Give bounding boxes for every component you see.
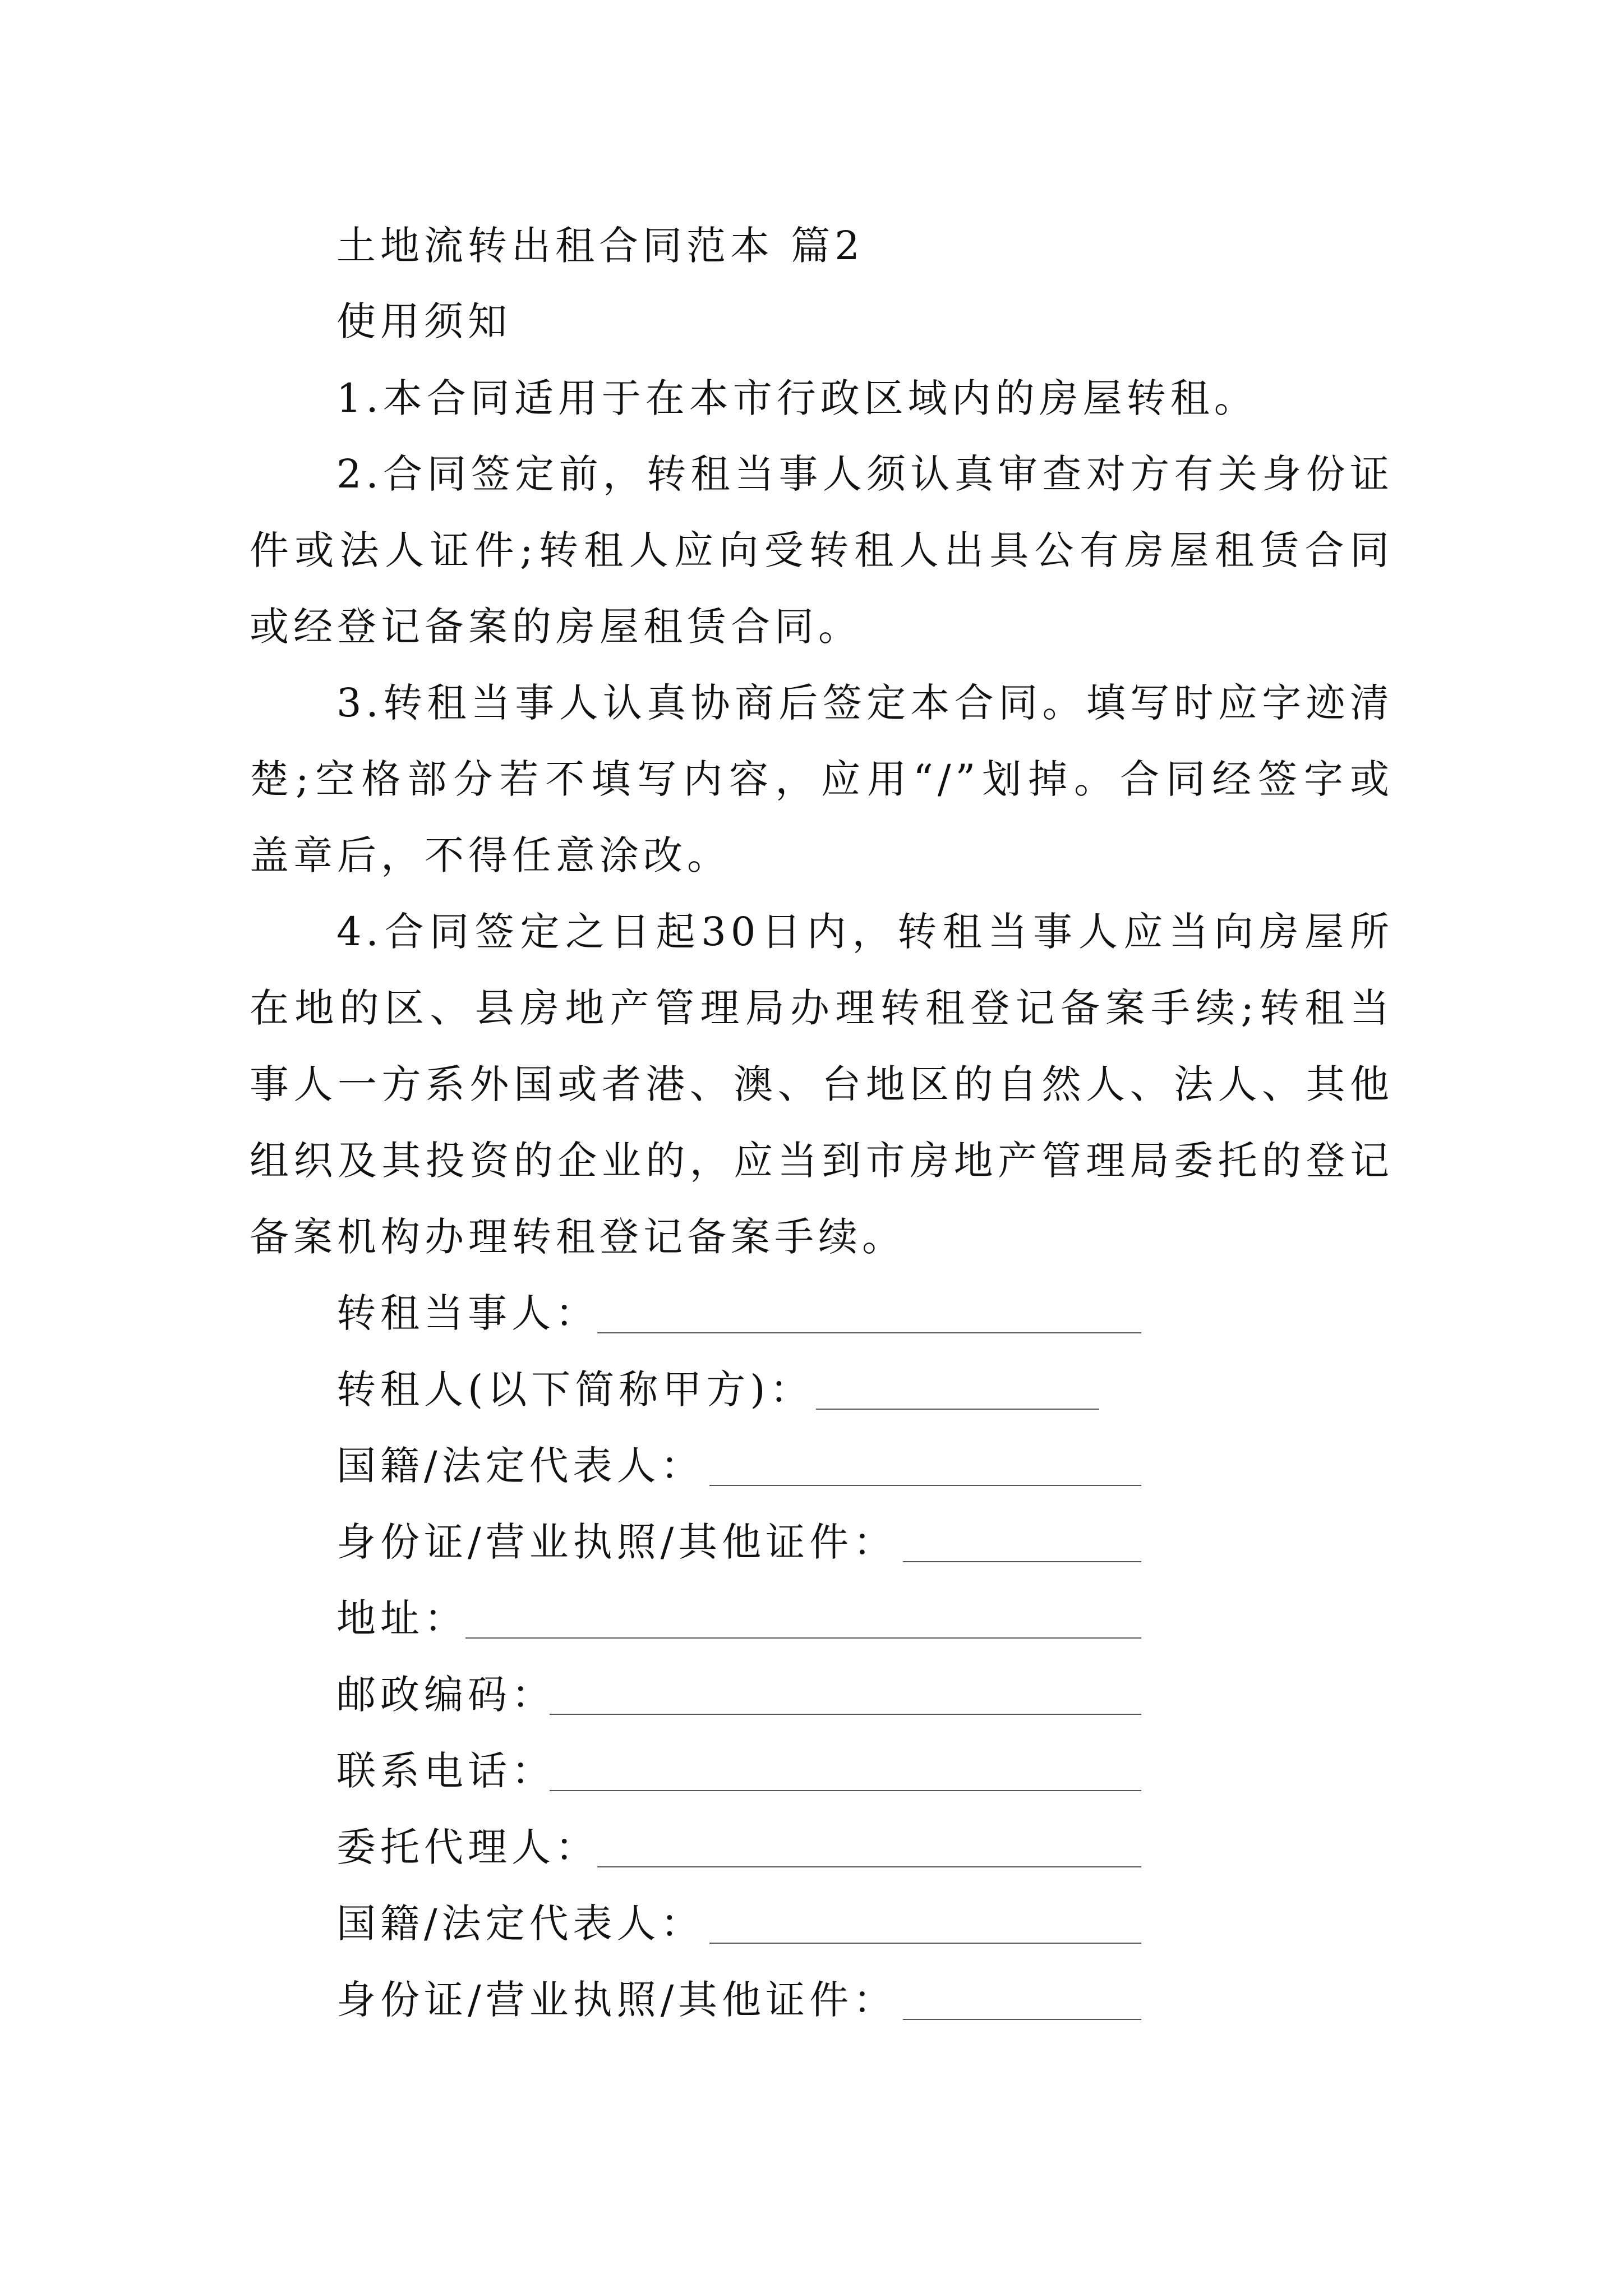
field-agent-blank[interactable] bbox=[597, 1866, 1141, 1867]
field-id-document-blank-1[interactable] bbox=[903, 1561, 1141, 1562]
field-nationality-label-2: 国籍/法定代表人： bbox=[336, 1901, 704, 1947]
paragraph-4-line-1: 4.合同签定之日起30日内，转租当事人应当向房屋所 bbox=[336, 909, 1394, 955]
paragraph-2-line-2: 件或法人证件;转租人应向受转租人出具公有房屋租赁合同 bbox=[250, 527, 1394, 573]
field-nationality-label-1: 国籍/法定代表人： bbox=[336, 1443, 704, 1489]
field-phone-label: 联系电话： bbox=[336, 1748, 555, 1794]
notice-heading: 使用须知 bbox=[336, 298, 511, 344]
paragraph-3-line-1: 3.转租当事人认真协商后签定本合同。填写时应字迹清 bbox=[336, 680, 1394, 726]
document-title: 土地流转出租合同范本 篇2 bbox=[336, 223, 864, 269]
paragraph-4-line-2: 在地的区、县房地产管理局办理转租登记备案手续;转租当 bbox=[250, 985, 1394, 1031]
field-id-document-blank-2[interactable] bbox=[903, 2019, 1141, 2020]
paragraph-4-line-5: 备案机构办理转租登记备案手续。 bbox=[250, 1214, 906, 1260]
field-sublessor-blank[interactable] bbox=[816, 1409, 1099, 1410]
field-phone-blank[interactable] bbox=[550, 1790, 1141, 1791]
paragraph-2-line-1: 2.合同签定前，转租当事人须认真审查对方有关身份证 bbox=[336, 451, 1394, 497]
field-sublessor-label: 转租人(以下简称甲方)： bbox=[336, 1366, 814, 1412]
paragraph-1-line-1: 1.本合同适用于在本市行政区域内的房屋转租。 bbox=[336, 375, 1258, 421]
field-id-document-label-2: 身份证/营业执照/其他证件： bbox=[336, 1977, 897, 2023]
paragraph-3-line-2: 楚;空格部分若不填写内容，应用“/”划掉。合同经签字或 bbox=[250, 756, 1394, 802]
field-subtenancy-party-blank[interactable] bbox=[597, 1332, 1141, 1333]
field-nationality-blank-1[interactable] bbox=[709, 1485, 1141, 1486]
field-agent-label: 委托代理人： bbox=[336, 1824, 599, 1870]
paragraph-4-line-4: 组织及其投资的企业的，应当到市房地产管理局委托的登记 bbox=[250, 1138, 1394, 1184]
field-address-blank[interactable] bbox=[465, 1637, 1141, 1639]
paragraph-2-line-3: 或经登记备案的房屋租赁合同。 bbox=[250, 604, 862, 650]
field-id-document-label-1: 身份证/营业执照/其他证件： bbox=[336, 1519, 897, 1565]
field-nationality-blank-2[interactable] bbox=[709, 1943, 1141, 1944]
field-postcode-blank[interactable] bbox=[550, 1714, 1141, 1715]
paragraph-3-line-3: 盖章后，不得任意涂改。 bbox=[250, 832, 731, 878]
field-address-label: 地址： bbox=[336, 1595, 468, 1641]
paragraph-4-line-3: 事人一方系外国或者港、澳、台地区的自然人、法人、其他 bbox=[250, 1061, 1394, 1107]
field-postcode-label: 邮政编码： bbox=[336, 1672, 555, 1718]
field-subtenancy-party-label: 转租当事人： bbox=[336, 1290, 599, 1336]
